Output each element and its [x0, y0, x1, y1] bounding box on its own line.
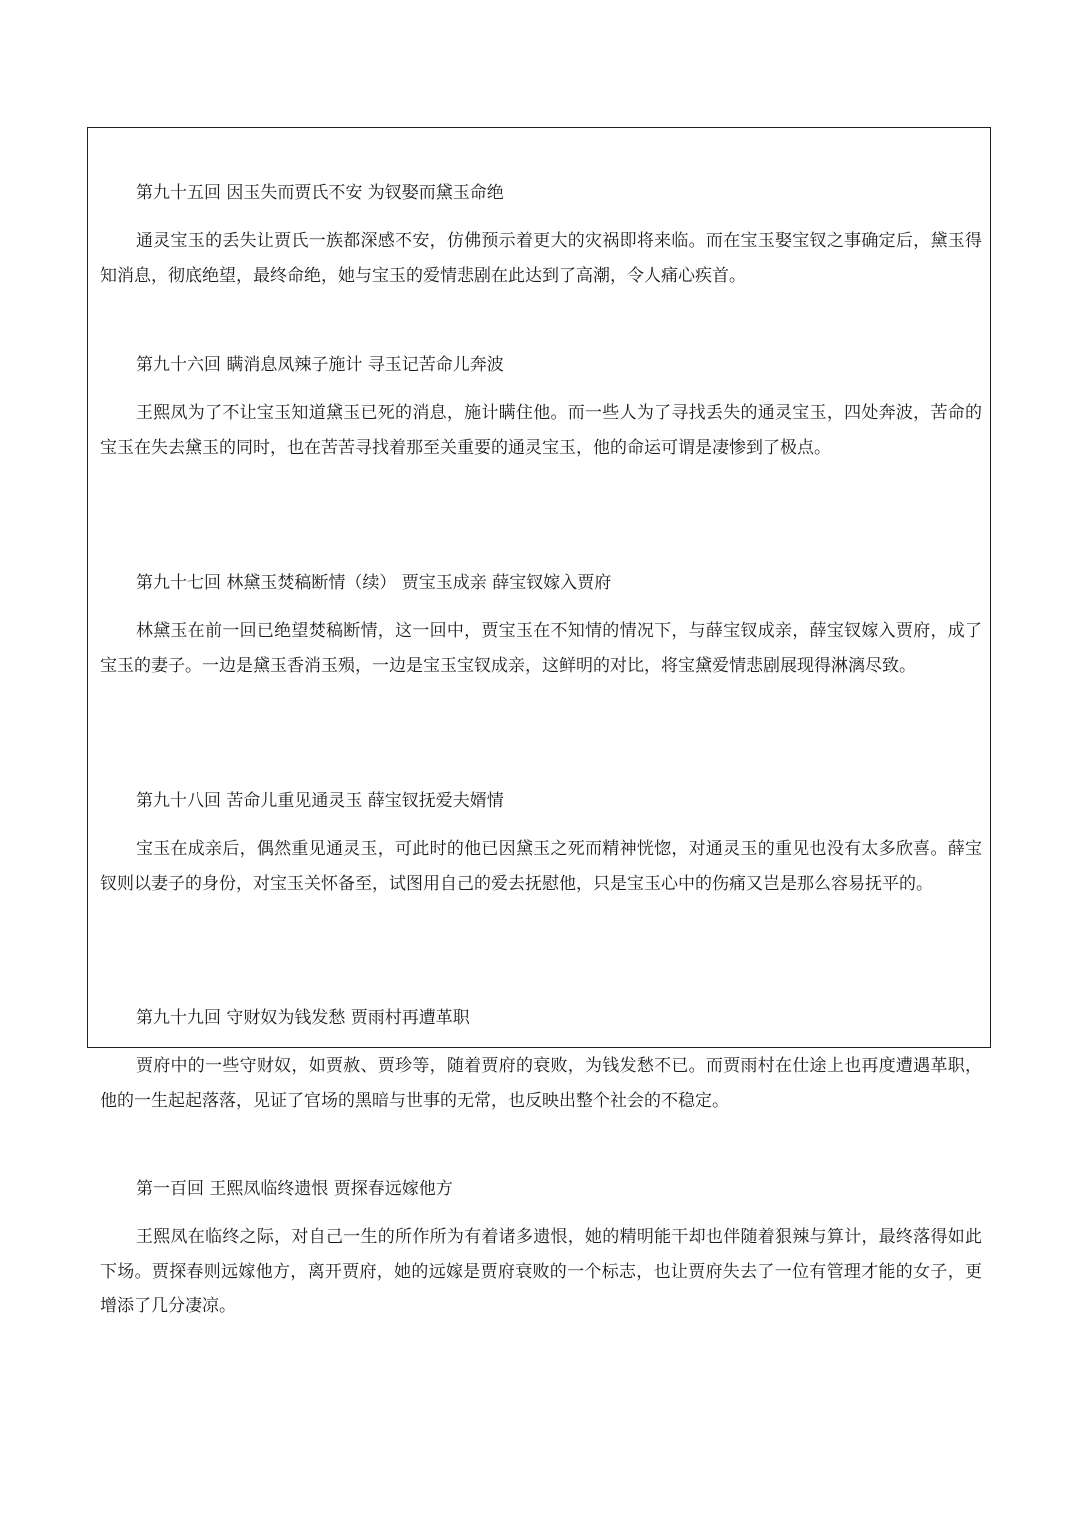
- chapter-title: 第九十五回 因玉失而贾氏不安 为钗娶而黛玉命绝: [136, 183, 504, 203]
- chapter-summary: 林黛玉在前一回已绝望焚稿断情，这一回中，贾宝玉在不知情的情况下，与薛宝钗成亲，薛宝钗嫁入贾府，成了宝玉的妻子。一边是黛玉香消玉殒，一边是宝玉宝钗成亲，这鲜明的对比，将宝黛爱情悲剧展现得淋漓尽致。: [100, 621, 982, 676]
- chapter-summary: 贾府中的一些守财奴，如贾赦、贾珍等，随着贾府的衰败，为钱发愁不已。而贾雨村在仕途上也再度遭遇革职，他的一生起起落落，见证了官场的黑暗与世事的无常，也反映出整个社会的不稳定。: [100, 1056, 982, 1111]
- content-frame: [87, 127, 991, 1316]
- chapter-97: [100, 566, 982, 683]
- chapter-title: 第九十七回 林黛玉焚稿断情（续） 贾宝玉成亲 薛宝钗嫁入贾府: [136, 573, 612, 593]
- chapter-96: [100, 348, 982, 465]
- chapter-99: [100, 1001, 982, 1118]
- chapter-100: [100, 1172, 982, 1324]
- chapter-title: 第九十六回 瞒消息凤辣子施计 寻玉记苦命儿奔波: [136, 355, 504, 375]
- chapter-summary: 通灵宝玉的丢失让贾氏一族都深感不安，仿佛预示着更大的灾祸即将来临。而在宝玉娶宝钗之事确定后，黛玉得知消息，彻底绝望，最终命绝，她与宝玉的爱情悲剧在此达到了高潮，令人痛心疾首。: [100, 231, 982, 286]
- chapter-title: 第九十八回 苦命儿重见通灵玉 薛宝钗抚爱夫婿情: [136, 791, 504, 811]
- chapter-95: [100, 176, 982, 293]
- chapter-title: 第九十九回 守财奴为钱发愁 贾雨村再遭革职: [136, 1008, 470, 1028]
- chapter-summary: 王熙凤在临终之际，对自己一生的所作所为有着诸多遗恨，她的精明能干却也伴随着狠辣与算计，最终落得如此下场。贾探春则远嫁他方，离开贾府，她的远嫁是贾府衰败的一个标志，也让贾府失去了一位有管理才能的女子，更增添了几分凄凉。: [100, 1227, 982, 1316]
- chapter-98: [100, 784, 982, 901]
- chapter-summary: 宝玉在成亲后，偶然重见通灵玉，可此时的他已因黛玉之死而精神恍惚，对通灵玉的重见也没有太多欣喜。薛宝钗则以妻子的身份，对宝玉关怀备至，试图用自己的爱去抚慰他，只是宝玉心中的伤痛又岂是那么容易抚平的。: [100, 839, 982, 894]
- chapter-title: 第一百回 王熙凤临终遗恨 贾探春远嫁他方: [136, 1179, 453, 1199]
- chapter-summary: 王熙凤为了不让宝玉知道黛玉已死的消息，施计瞒住他。而一些人为了寻找丢失的通灵宝玉，四处奔波，苦命的宝玉在失去黛玉的同时，也在苦苦寻找着那至关重要的通灵宝玉，他的命运可谓是凄惨到了极点。: [100, 403, 982, 458]
